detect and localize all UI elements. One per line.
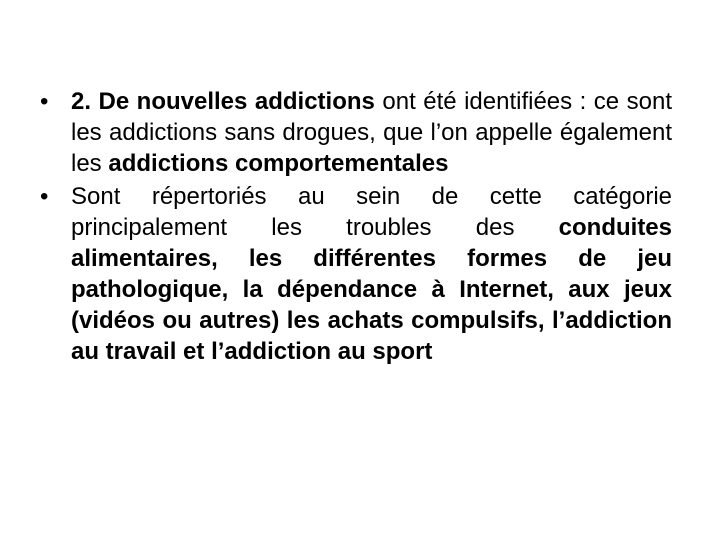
bullet-1-text: ont été identifiées : ce sont les addictions sans drogues, que l’on appelle également les (71, 88, 673, 177)
bullet-1-bold-term: addictions comportementales (108, 150, 449, 177)
bullet-item-new-addictions (40, 86, 672, 179)
bullet-1-bold-lead: 2. De nouvelles addictions (71, 88, 375, 115)
bullet-list (40, 86, 672, 369)
bullet-dot-icon: • (40, 88, 49, 115)
bullet-dot-icon: • (40, 183, 49, 210)
bullet-item-categories (40, 181, 672, 367)
bullet-2-bold-list: conduites alimentaires, les différentes formes de jeu pathologique, la dépendance à Internet, aux jeux (vidéos ou autres) les achats compulsifs, l’addiction au travail et l’addiction au sport (71, 214, 672, 365)
bullet-2-text: Sont répertoriés au sein de cette catégorie principalement les troubles des (71, 183, 672, 241)
